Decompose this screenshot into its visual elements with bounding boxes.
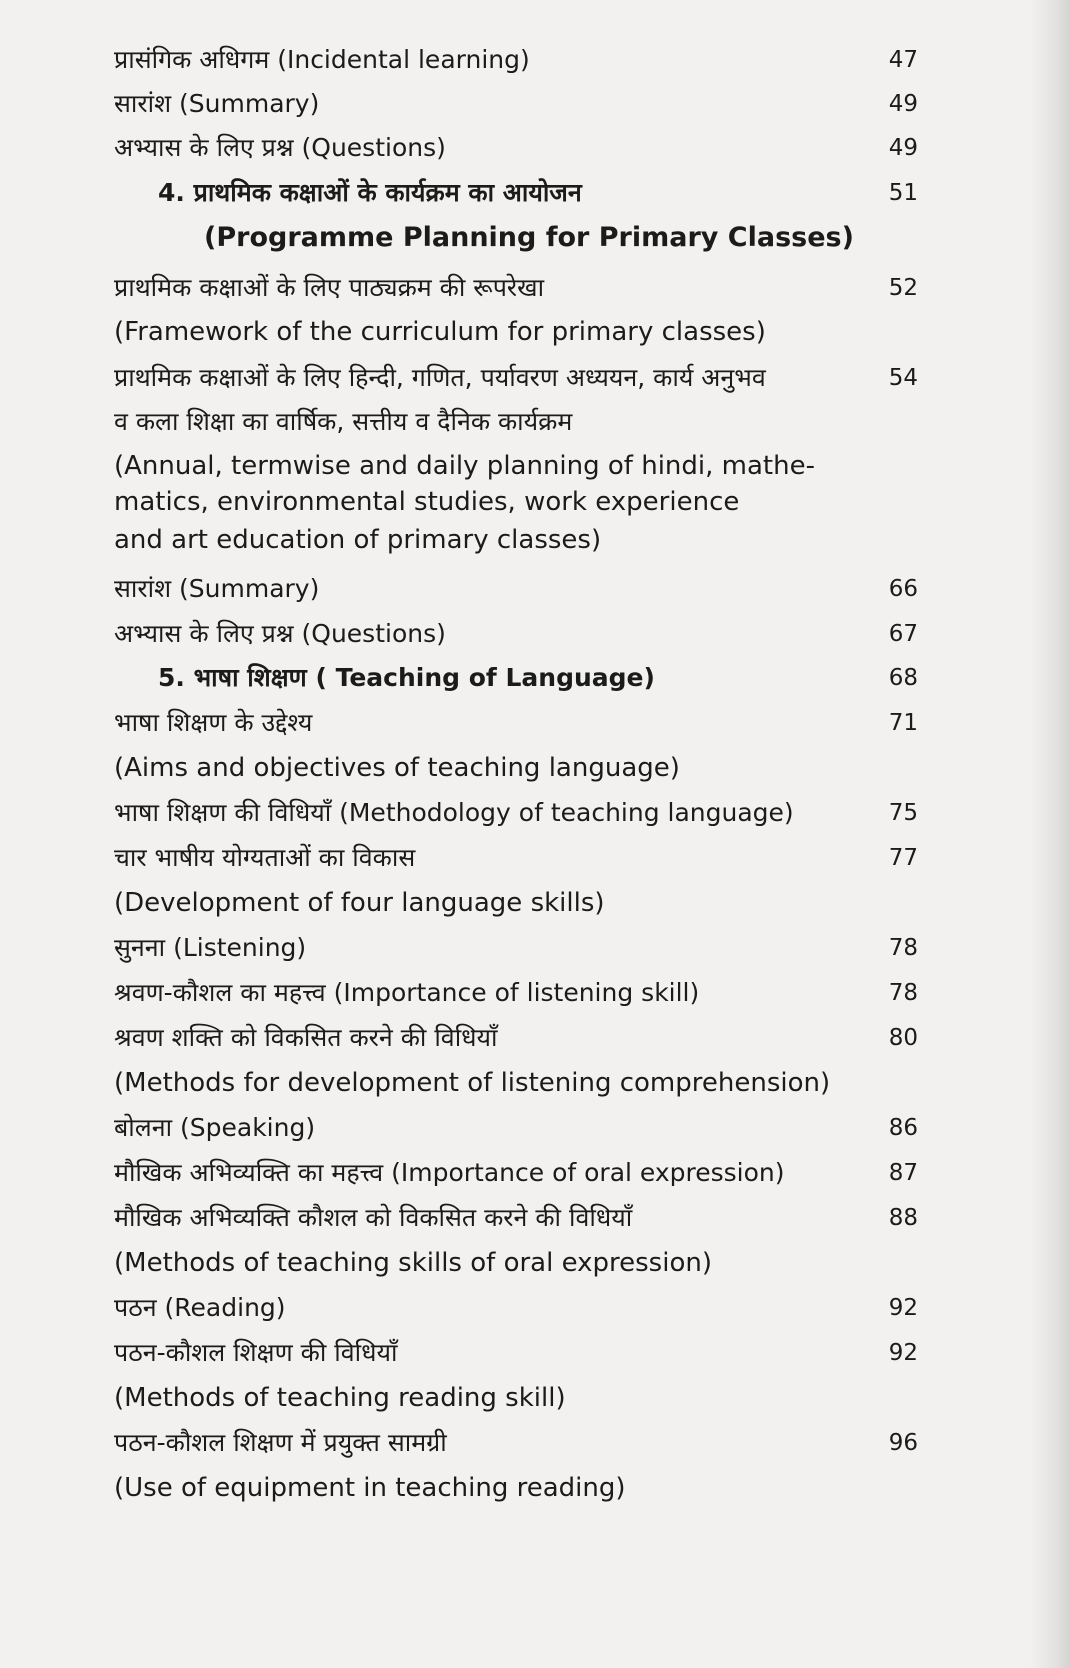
toc-entry: [114, 356, 918, 400]
toc-entry: [114, 1421, 918, 1465]
toc-entry-text: (Framework of the curriculum for primary classes): [114, 317, 766, 347]
toc-chapter-title: 5. भाषा शिक्षण ( Teaching of Language): [158, 663, 655, 692]
toc-entry-text: पठन-कौशल शिक्षण की विधियाँ: [114, 1338, 398, 1367]
toc-entry-text: and art education of primary classes): [114, 525, 602, 555]
toc-page-number: 96: [888, 1430, 918, 1456]
toc-entry-text: (Development of four language skills): [114, 888, 605, 918]
toc-entry-text: (Methods of teaching skills of oral expression): [114, 1248, 712, 1278]
toc-entry-text: मौखिक अभिव्यक्ति कौशल को विकसित करने की विधियाँ: [114, 1203, 633, 1232]
toc-entry-text: सुनना (Listening): [114, 933, 307, 962]
toc-page-number: 88: [888, 1205, 918, 1231]
toc-entry: [114, 881, 918, 925]
toc-entry-text: (Methods for development of listening comprehension): [114, 1068, 831, 1098]
toc-page-number: 75: [888, 800, 918, 826]
toc-chapter-title: 4. प्राथमिक कक्षाओं के कार्यक्रम का आयोजन: [158, 178, 582, 207]
toc-entry-text: (Use of equipment in teaching reading): [114, 1473, 626, 1503]
toc-entry-text: matics, environmental studies, work experience: [114, 487, 740, 517]
toc-page-number: 80: [888, 1025, 918, 1051]
toc-entry: [114, 126, 918, 170]
toc-entry-text: सारांश (Summary): [114, 574, 320, 603]
toc-page-number: 67: [888, 621, 918, 647]
toc-chapter-heading: [114, 171, 918, 215]
toc-entry: [114, 1466, 918, 1510]
toc-page-number: 68: [888, 665, 918, 691]
toc-entry-text: प्रासंगिक अधिगम (Incidental learning): [114, 45, 530, 74]
toc-entry: [114, 1376, 918, 1420]
toc-page-number: 92: [888, 1295, 918, 1321]
toc-entry-text: अभ्यास के लिए प्रश्न (Questions): [114, 133, 446, 162]
toc-page-number: 52: [888, 275, 918, 301]
toc-entry-text: श्रवण शक्ति को विकसित करने की विधियाँ: [114, 1023, 498, 1052]
toc-page-number: 54: [888, 365, 918, 391]
toc-entry: [114, 567, 918, 611]
toc-page-number: 66: [888, 576, 918, 602]
toc-entry: [114, 518, 918, 562]
toc-entry-text: पठन (Reading): [114, 1293, 286, 1322]
toc-chapter-title: (Programme Planning for Primary Classes): [204, 222, 854, 253]
toc-page-number: 71: [888, 710, 918, 736]
toc-entry-text: (Methods of teaching reading skill): [114, 1383, 566, 1413]
toc-entry: [114, 1241, 918, 1285]
toc-page-number: 87: [888, 1160, 918, 1186]
toc-entry: [114, 1286, 918, 1330]
toc-entry-text: चार भाषीय योग्यताओं का विकास: [114, 843, 416, 872]
toc-entry-text: प्राथमिक कक्षाओं के लिए पाठ्यक्रम की रूपरेखा: [114, 273, 545, 302]
toc-page-number: 92: [888, 1340, 918, 1366]
toc-entry: [114, 836, 918, 880]
toc-chapter-heading-english: [114, 216, 918, 260]
toc-page-number: 49: [888, 91, 918, 117]
toc-entry: [114, 1016, 918, 1060]
toc-page-number: 78: [888, 935, 918, 961]
toc-entry-text: प्राथमिक कक्षाओं के लिए हिन्दी, गणित, पर्यावरण अध्ययन, कार्य अनुभव: [114, 363, 766, 392]
toc-chapter-heading: [114, 656, 918, 700]
toc-entry-text: बोलना (Speaking): [114, 1113, 316, 1142]
toc-page-number: 51: [888, 180, 918, 206]
toc-entry-text: (Aims and objectives of teaching language): [114, 753, 680, 783]
toc-entry: [114, 791, 918, 835]
toc-entry: [114, 746, 918, 790]
toc-entry-text: भाषा शिक्षण की विधियाँ (Methodology of teaching language): [114, 798, 794, 827]
toc-entry: [114, 400, 918, 444]
toc-entry: [114, 701, 918, 745]
toc-entry: [114, 1061, 918, 1105]
toc-entry: [114, 82, 918, 126]
toc-entry: [114, 38, 918, 82]
toc-entry-text: व कला शिक्षा का वार्षिक, सत्तीय व दैनिक कार्यक्रम: [114, 407, 573, 436]
toc-entry: [114, 1196, 918, 1240]
toc-entry-text: श्रवण-कौशल का महत्त्व (Importance of listening skill): [114, 978, 700, 1007]
toc-entry: [114, 926, 918, 970]
toc-entry-text: (Annual, termwise and daily planning of hindi, mathe-: [114, 451, 815, 481]
toc-entry: [114, 310, 918, 354]
toc-entry: [114, 1151, 918, 1195]
toc-page-number: 47: [888, 47, 918, 73]
toc-entry-text: भाषा शिक्षण के उद्देश्य: [114, 708, 313, 737]
toc-page-number: 86: [888, 1115, 918, 1141]
toc-entry: [114, 266, 918, 310]
toc-entry: [114, 1106, 918, 1150]
toc-entry: [114, 971, 918, 1015]
toc-entry: [114, 1331, 918, 1375]
toc-entry: [114, 612, 918, 656]
toc-entry-text: पठन-कौशल शिक्षण में प्रयुक्त सामग्री: [114, 1428, 447, 1457]
toc-page-number: 78: [888, 980, 918, 1006]
toc-entry-text: मौखिक अभिव्यक्ति का महत्त्व (Importance of oral expression): [114, 1158, 785, 1187]
toc-entry-text: सारांश (Summary): [114, 89, 320, 118]
toc-page-number: 77: [888, 845, 918, 871]
toc-entry-text: अभ्यास के लिए प्रश्न (Questions): [114, 619, 446, 648]
toc-page-number: 49: [888, 135, 918, 161]
